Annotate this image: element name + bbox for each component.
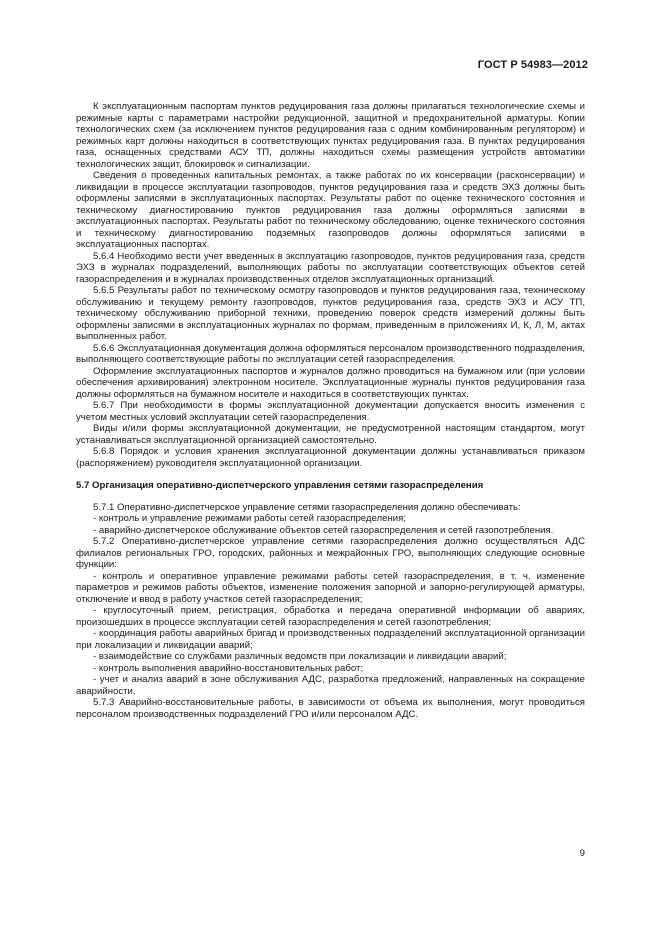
- list-item: - контроль выполнения аварийно-восстановительных работ;: [93, 662, 364, 674]
- paragraph: Виды и/или формы эксплуатационной документации, не предусмотренной настоящим стандартом, могут устанавливаться эксплуатационной организацией самостоятельно.: [76, 423, 585, 446]
- paragraph: Оформление эксплуатационных паспортов и журналов должно проводиться на бумажном или (при условии обеспечения архивирования) электронном носителе. Эксплуатационные журналы пунктов редуцирования газа должны оформляться на бумажном носителе и находиться в соответствующих пунктах.: [76, 365, 585, 400]
- list-item: - координация работы аварийных бригад и производственных подразделений эксплуатационной организации при локализации и ликвидации аварий;: [76, 628, 585, 651]
- list-item: - контроль и оперативное управление режимами работы сетей газораспределения, в т. ч. изменение параметров и режимов работы объектов, изменение положения запорной и запорно-регулирующей арматуры, отключение и ввод в работу участков сетей газораспределения;: [76, 570, 585, 605]
- list-item: - взаимодействие со службами различных ведомств при локализации и ликвидации аварий;: [93, 651, 507, 662]
- list-item: - аварийно-диспетчерское обслуживание объектов сетей газораспределения и сетей газопотребления.: [93, 524, 554, 536]
- list-item: - учет и анализ аварий в зоне обслуживания АДС, разработка предложений, направленных на сокращение аварийности.: [76, 674, 585, 697]
- section-heading: 5.7 Организация оперативно-диспетчерского управления сетями газораспределения: [76, 480, 484, 491]
- paragraph: 5.6.4 Необходимо вести учет введенных в эксплуатацию газопроводов, пунктов редуцирования газа, средств ЭХЗ в журналах подразделений, выполняющих работы по эксплуатации соответствующих объектов сетей газораспределения и в журналах производственных отделов эксплуатационных организаций.: [76, 250, 585, 285]
- paragraph: 5.6.7 При необходимости в формы эксплуатационной документации допускается вносить изменения с учетом местных условий эксплуатации сетей газораспределения.: [76, 400, 585, 423]
- paragraph: 5.7.2 Оперативно-диспетчерское управление сетями газораспределения должно осуществляться АДС филиалов региональных ГРО, городских, районных и межрайонных ГРО, выполняющих следующие основные функции:: [76, 536, 585, 570]
- paragraph: Сведения о проведенных капитальных ремонтах, а также работах по их консервации (расконсервации) и ликвидации в процессе эксплуатации газопроводов, пунктов редуцирования газа и средств ЭХЗ должны быть оформлены записями в эксплуатационных паспортах. Результаты работ по оценке технического состояния и техническому диагностированию пунктов редуцирования газа должны оформляться записями в эксплуатационных паспортах. Результаты работ по техническому обследованию, оценке технического состояния и техническому диагностированию подземных газопроводов должны оформляться записями в эксплуатационных паспортах.: [76, 170, 585, 250]
- paragraph: 5.6.8 Порядок и условия хранения эксплуатационной документации должны устанавливаться приказом (распоряжением) руководителя эксплуатационной организации.: [76, 446, 585, 469]
- list-item: - круглосуточный прием, регистрация, обработка и передача оперативной информации об авариях, произошедших в процессе эксплуатации сетей газораспределения и сетей газопотребления;: [76, 605, 585, 628]
- paragraph: 5.7.1 Оперативно-диспетчерское управление сетями газораспределения должно обеспечивать:: [93, 501, 521, 513]
- document-body: [76, 101, 585, 720]
- paragraph: 5.7.3 Аварийно-восстановительные работы, в зависимости от объема их выполнения, могут проводиться персоналом производственных подразделений ГРО и/или персоналом АДС.: [76, 697, 585, 720]
- paragraph: 5.6.6 Эксплуатационная документация должна оформляться персоналом производственного подразделения, выполняющего соответствующие работы по эксплуатации сетей газораспределения.: [76, 342, 585, 365]
- document-code-header: ГОСТ Р 54983—2012: [477, 59, 588, 71]
- page-number: 9: [579, 848, 585, 859]
- list-item: - контроль и управление режимами работы сетей газораспределения;: [93, 513, 406, 524]
- paragraph: 5.6.5 Результаты работ по техническому осмотру газопроводов и пунктов редуцирования газа, техническому обслуживанию и текущему ремонту газопроводов, пунктов редуцирования газа, средств ЭХЗ и АСУ ТП, техническому обслуживанию приборной техники, проведению поверок средств измерений должны быть оформлены записями в эксплуатационных журналах по формам, приведенным в приложениях И, К, Л, М, актах выполненных работ.: [76, 285, 585, 342]
- paragraph: К эксплуатационным паспортам пунктов редуцирования газа должны прилагаться технологические схемы и режимные карты с параметрами настройки редукционной, защитной и предохранительной арматуры. Копии технологических схем (за исключением пунктов редуцирования газа с одним комбинированным регулятором) и режимных карт должны находиться в соответствующих пунктах редуцирования газа. В пунктах редуцирования газа, оснащенных средствами АСУ ТП, должны находиться схемы размещения устройств автоматики технологических защит, блокировок и сигнализации.: [76, 101, 585, 170]
